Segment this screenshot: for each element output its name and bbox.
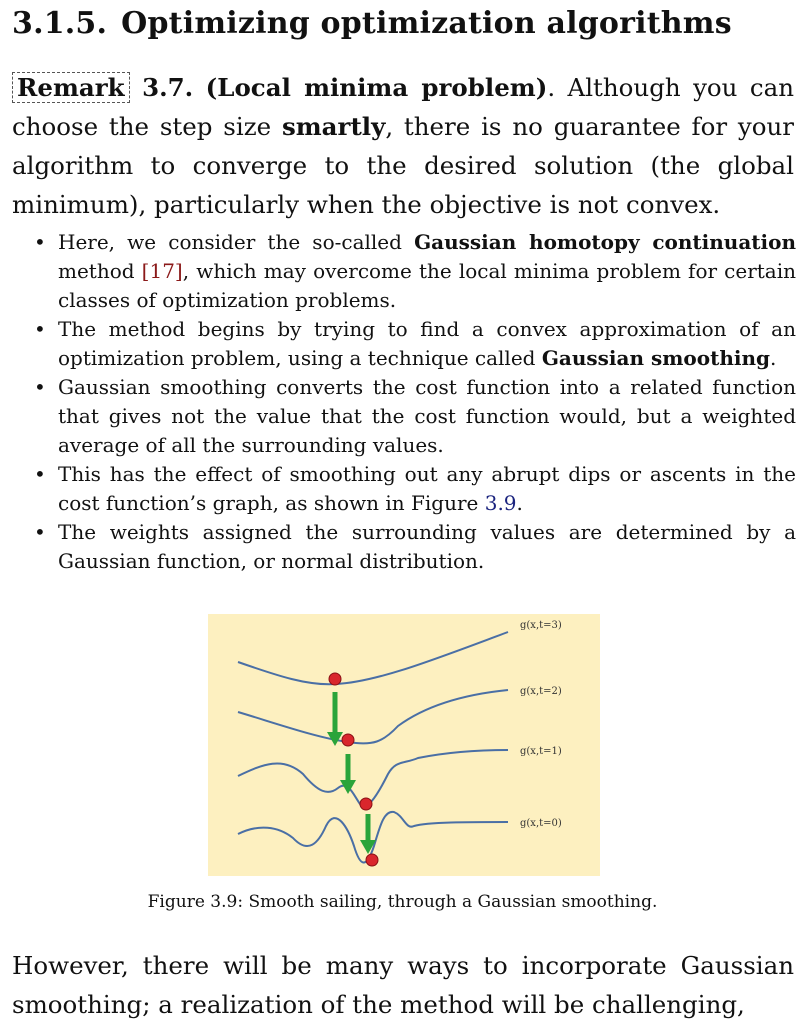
section-title: Optimizing optimization algorithms (121, 6, 732, 41)
bullet-text: The method begins by trying to find a convex approximation of an optimization problem, using a technique called (58, 317, 796, 370)
list-item (30, 373, 796, 460)
remark-number: 3.7. (142, 73, 194, 102)
bullet-icon: • (34, 375, 46, 399)
curve-label-t0: g(x,t=0) (520, 818, 562, 829)
figure-caption: Figure 3.9: Smooth sailing, through a Gaussian smoothing. (147, 892, 658, 912)
bullet-text: . (770, 346, 777, 370)
list-item (30, 228, 796, 315)
curve-label-t3: g(x,t=3) (520, 620, 562, 631)
bullet-text: Here, we consider the so-called (58, 230, 415, 254)
bullet-text: method (58, 259, 142, 283)
bullet-text: The weights assigned the surrounding values are determined by a Gaussian function, or normal distribution. (58, 520, 796, 573)
bullet-list (30, 228, 796, 576)
remark-paragraph (12, 68, 794, 224)
bullet-text: . (516, 491, 523, 515)
section-heading (12, 6, 732, 41)
bullet-text: , which may overcome the local minima problem for certain classes of optimization problems. (58, 259, 796, 312)
list-item (30, 460, 796, 518)
bullet-icon: • (34, 230, 46, 254)
remark-emphasis: smartly (281, 112, 386, 141)
ball-icon (329, 673, 341, 685)
bullet-bold: Gaussian homotopy continuation (414, 230, 796, 254)
remark-label[interactable]: Remark (12, 72, 130, 103)
bullet-text: This has the effect of smoothing out any abrupt dips or ascents in the cost function’s graph, as shown in Figure (58, 462, 796, 515)
ball-icon (366, 854, 378, 866)
ball-icon (342, 734, 354, 746)
gaussian-smoothing-figure (208, 614, 600, 876)
curve-label-t2: g(x,t=2) (520, 686, 562, 697)
figure-ref-link[interactable]: 3.9 (484, 491, 517, 515)
bullet-bold: Gaussian smoothing (541, 346, 770, 370)
closing-paragraph: However, there will be many ways to incorporate Gaussian smoothing; a realization of the method will be challenging, (12, 951, 794, 1019)
figure-illustration (208, 614, 600, 876)
list-item (30, 518, 796, 576)
bullet-icon: • (34, 317, 46, 341)
remark-title: (Local minima problem) (205, 73, 548, 102)
ball-icon (360, 798, 372, 810)
bullet-icon: • (34, 462, 46, 486)
remark-text-b: , there is no guarantee for your algorithm to converge to the desired solution (the global minimum), particularly when the objective is not convex. (12, 112, 794, 219)
curve-label-t1: g(x,t=1) (520, 746, 562, 757)
citation-link[interactable]: [17] (141, 259, 183, 283)
list-item (30, 315, 796, 373)
bullet-text: Gaussian smoothing converts the cost function into a related function that gives not the value that the cost function would, but a weighted average of all the surrounding values. (58, 375, 796, 457)
remark-text-a: . Although you can choose the step size (12, 73, 794, 141)
section-number: 3.1.5. (12, 6, 108, 41)
figure-background (208, 614, 600, 876)
bullet-icon: • (34, 520, 46, 544)
